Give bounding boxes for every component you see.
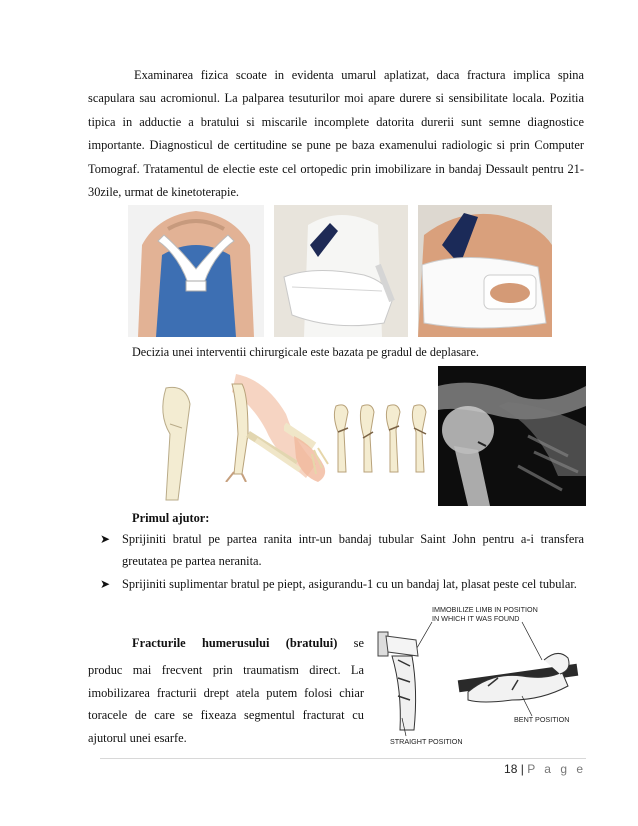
clavicle-brace-photo: [128, 205, 264, 337]
fractures-head-word-4: se: [353, 636, 364, 650]
list-item: [100, 573, 584, 595]
label-bent: BENT POSITION: [514, 715, 570, 724]
label-straight: STRAIGHT POSITION: [390, 737, 463, 746]
footer-separator: |: [520, 762, 524, 776]
page-footer: [504, 762, 586, 776]
page-word: P a g e: [527, 762, 586, 776]
list-item: [100, 528, 584, 572]
arrow-bullet-icon: ➤: [100, 577, 111, 591]
fractures-heading: [132, 636, 364, 651]
exam-paragraph: Examinarea fizica scoate in evidenta umarul aplatizat, daca fractura implica spina scapulara sau acromionul. La palparea tesuturilor moi apare durere si sensibilitate locala. Pozitia tipica in adductie a bratului si miscarile incomplete datorita durerii sunt semne diagnostice importante. Diagnosticul de certitudine se pune pe baza examenului radiologic si prin Computer Tomograf. Tratamentul de electie este cel ortopedic prin imobilizare in bandaj Dessault pentru 21-30zile, urmat de kinetoterapie.: [88, 68, 584, 200]
footer-divider: [100, 758, 586, 759]
humerus-fracture-types-sketch: [330, 402, 436, 481]
page-number: 18: [504, 762, 518, 776]
surgery-decision-text: Decizia unei interventii chirurgicale este bazata pe gradul de deplasare.: [132, 345, 479, 359]
fractures-head-word-1: Fracturile: [132, 636, 186, 650]
first-aid-title: Primul ajutor:: [132, 511, 210, 525]
forearm-fracture-sketch: [284, 406, 334, 489]
fractures-head-word-3: (bratului): [285, 636, 338, 650]
arrow-bullet-icon: ➤: [100, 532, 111, 546]
shoulder-immobilizer-photo: [418, 205, 552, 337]
shoulder-xray-image: [438, 366, 586, 506]
limb-immobilization-illustration: [372, 600, 586, 750]
shoulder-fracture-sketch: [146, 384, 202, 509]
label-immobilize-1: IMMOBILIZE LIMB IN POSITION: [432, 605, 538, 614]
fractures-head-word-2: humerusului: [201, 636, 270, 650]
first-aid-item-1: Sprijiniti bratul pe partea ranita intr-un bandaj tubular Saint John pentru a-i transfera greutatea pe partea neranita.: [122, 532, 584, 568]
first-aid-list: [100, 528, 584, 596]
arm-sling-photo: [274, 205, 408, 337]
label-immobilize-2: IN WHICH IT WAS FOUND: [432, 614, 520, 623]
fractures-paragraph: produc mai frecvent prin traumatism direct. La imobilizarea fracturii drept atela putem folosi chiar toracele de care se fixeaza segmentul fracturat cu ajutorul unei esarfe.: [88, 663, 364, 745]
first-aid-item-2: Sprijiniti suplimentar bratul pe piept, asigurandu-1 cu un bandaj lat, plasat peste cel tubular.: [122, 577, 577, 591]
